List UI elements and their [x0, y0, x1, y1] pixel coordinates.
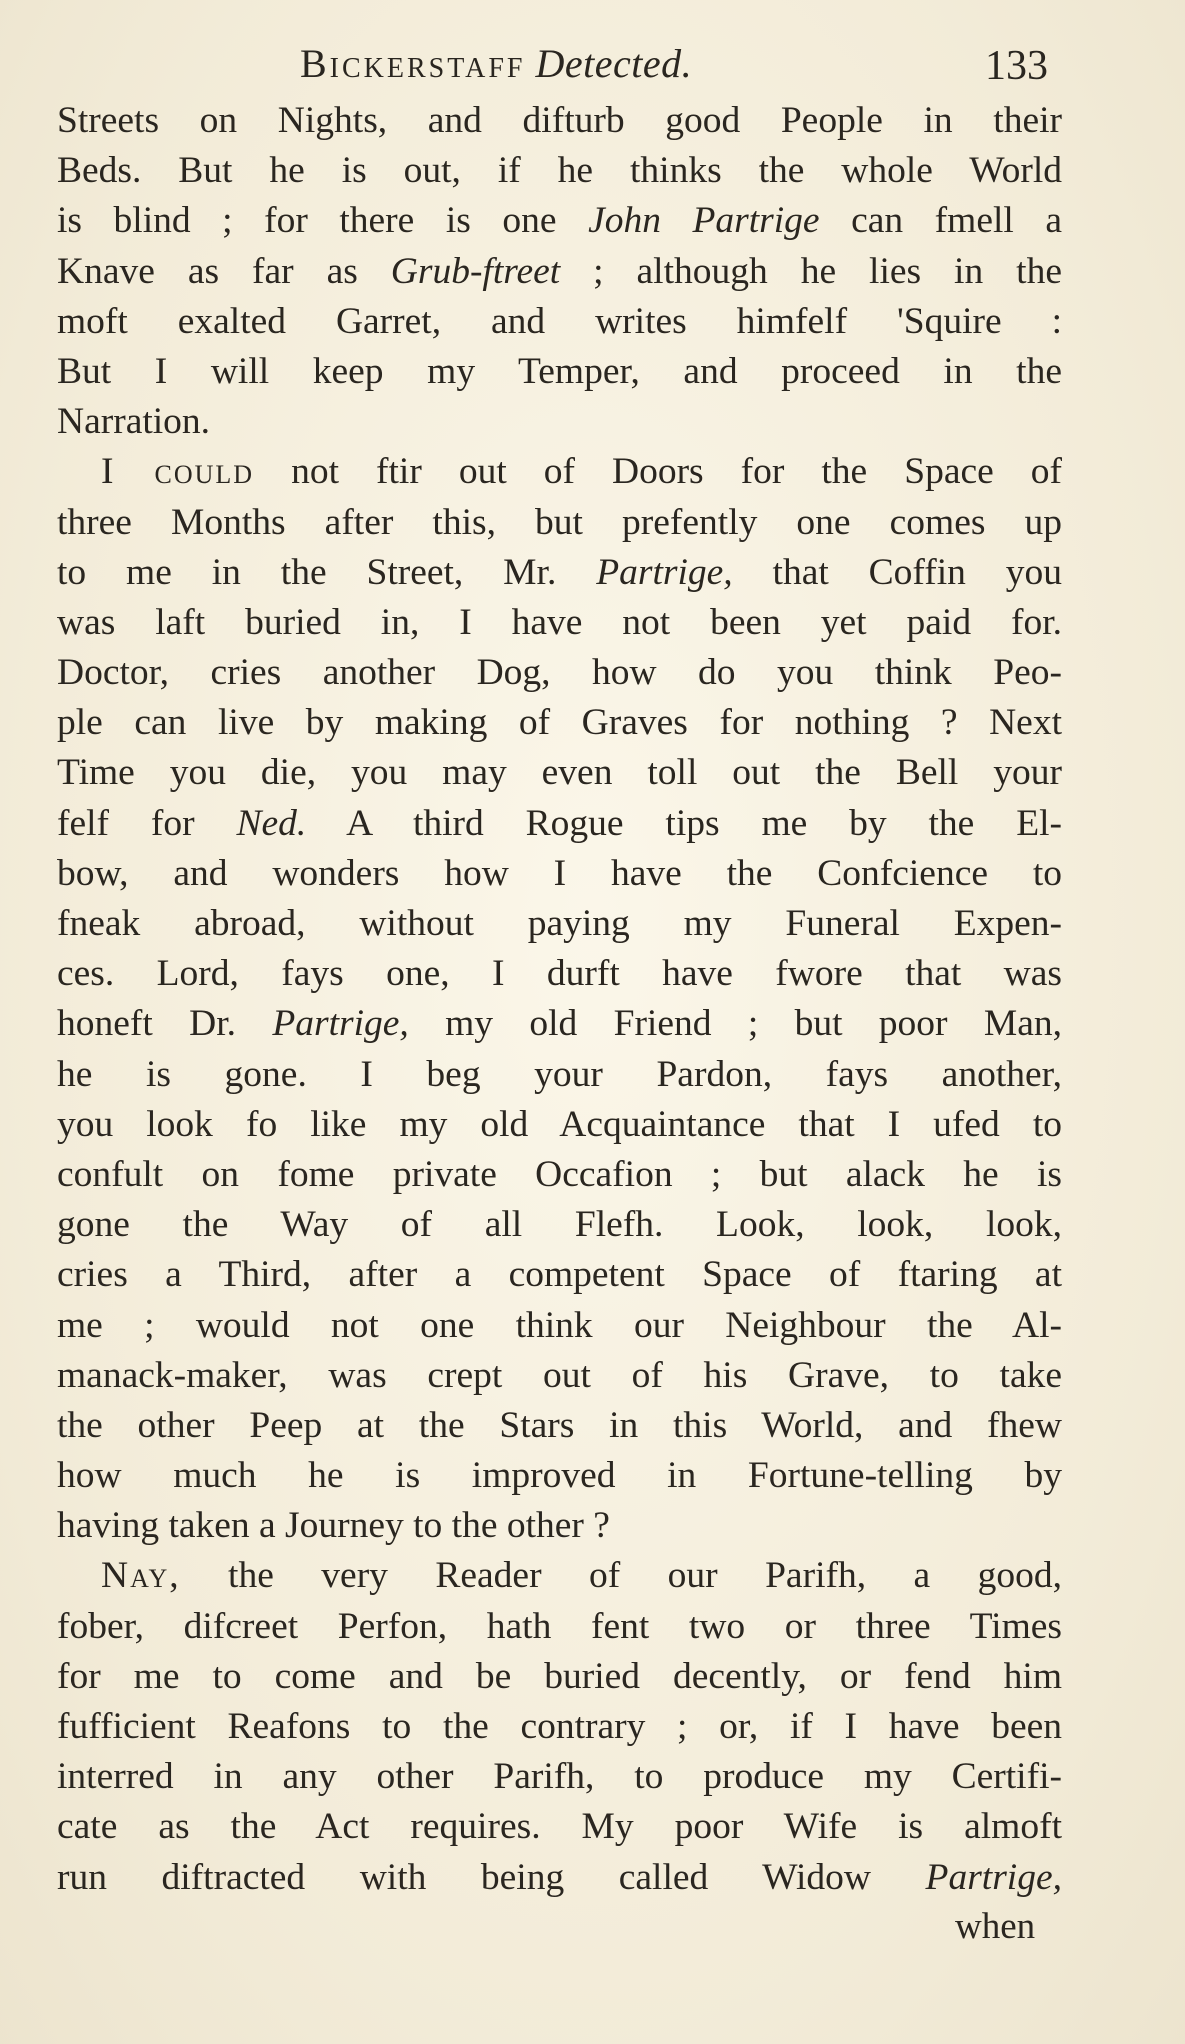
roman-text: Narration. — [57, 401, 211, 443]
text-line — [57, 1853, 1062, 1903]
roman-text: can fmell a — [819, 200, 1062, 242]
roman-text: bow, and wonders how I have the Confcience to — [57, 852, 1062, 894]
text-line — [57, 1702, 1062, 1752]
roman-text: Knave as far as — [57, 250, 391, 292]
text-line — [57, 247, 1062, 297]
text-line — [57, 849, 1062, 899]
text-line — [57, 1401, 1062, 1451]
italic-text: John Partrige — [588, 200, 820, 242]
roman-text: three Months after this, but prefently one comes up — [57, 501, 1062, 543]
running-title-italic: Detected. — [535, 41, 693, 86]
running-head — [0, 40, 1185, 100]
roman-text: Streets on Nights, and difturb good People in their — [57, 100, 1062, 141]
roman-text: was laft buried in, I have not been yet paid for. — [57, 601, 1062, 643]
text-line — [57, 1351, 1062, 1401]
roman-text: not ftir out of Doors for the Space of — [254, 451, 1062, 493]
text-line — [57, 1200, 1062, 1250]
text-line — [57, 648, 1062, 698]
italic-text: Grub-ftreet — [390, 250, 561, 292]
running-title — [300, 40, 692, 87]
text-line — [57, 999, 1062, 1049]
roman-text: ces. Lord, fays one, I durft have fwore that was — [57, 953, 1062, 995]
text-line — [57, 698, 1062, 748]
text-line — [57, 397, 1062, 447]
roman-text: Doctor, cries another Dog, how do you think Peo- — [57, 652, 1062, 694]
running-title-roman: Bickerstaff — [300, 41, 526, 86]
text-line — [57, 899, 1062, 949]
roman-text: me ; would not one think our Neighbour the Al- — [57, 1304, 1062, 1346]
roman-text: that Coffin you — [732, 551, 1062, 593]
roman-text: gone the Way of all Flefh. Look, look, look, — [57, 1204, 1062, 1246]
text-line — [57, 1652, 1062, 1702]
italic-text: Ned. — [236, 802, 307, 844]
roman-text: fufficient Reafons to the contrary ; or, if I have been — [57, 1706, 1062, 1747]
body-text — [57, 96, 1062, 1903]
text-line — [57, 347, 1062, 397]
roman-text: you look fo like my old Acquaintance that I ufed to — [57, 1103, 1062, 1145]
small-caps-opening: Nay, — [101, 1555, 181, 1597]
text-line — [57, 1602, 1062, 1652]
text-line — [57, 1752, 1062, 1802]
text-line — [57, 1150, 1062, 1200]
roman-text: honeft Dr. — [57, 1003, 273, 1045]
roman-text: the other Peep at the Stars in this World, and fhew — [57, 1404, 1062, 1446]
roman-text: A third Rogue tips me by the El- — [306, 802, 1062, 844]
roman-text: cate as the Act requires. My poor Wife is almoft — [57, 1806, 1062, 1848]
roman-text: confult on fome private Occafion ; but alack he is — [57, 1153, 1062, 1195]
text-line — [57, 96, 1062, 146]
text-line — [57, 498, 1062, 548]
roman-text: he is gone. I beg your Pardon, fays another, — [57, 1053, 1062, 1095]
text-line — [57, 1100, 1062, 1150]
roman-text: felf for — [57, 802, 237, 844]
text-line — [57, 1802, 1062, 1852]
text-line — [57, 1050, 1062, 1100]
text-line — [57, 949, 1062, 999]
text-line — [57, 1551, 1062, 1601]
text-line — [57, 548, 1062, 598]
roman-text: ; although he lies in the — [560, 250, 1062, 292]
italic-text: Partrige, — [272, 1003, 409, 1045]
text-line — [57, 1501, 1062, 1551]
text-line — [57, 146, 1062, 196]
roman-text: interred in any other Parifh, to produce my Certifi- — [57, 1756, 1062, 1798]
italic-text: Partrige, — [925, 1856, 1062, 1898]
text-line — [57, 799, 1062, 849]
roman-text: But I will keep my Temper, and proceed in the — [57, 350, 1062, 392]
roman-text: to me in the Street, Mr. — [57, 551, 597, 593]
roman-text: run diftracted with being called Widow — [57, 1856, 926, 1898]
roman-text: the very Reader of our Parifh, a good, — [180, 1555, 1062, 1597]
roman-text: having taken a Journey to the other ? — [57, 1505, 610, 1547]
roman-text: Time you die, you may even toll out the Bell your — [57, 752, 1062, 794]
roman-text: manack-maker, was crept out of his Grave, to take — [57, 1354, 1062, 1396]
text-line — [57, 447, 1062, 497]
text-line — [57, 748, 1062, 798]
roman-text: cries a Third, after a competent Space of ftaring at — [57, 1254, 1062, 1296]
roman-text: moft exalted Garret, and writes himfelf 'Squire : — [57, 300, 1062, 342]
roman-text: fneak abroad, without paying my Funeral Expen- — [57, 903, 1062, 944]
roman-text: for me to come and be buried decently, or fend him — [57, 1655, 1062, 1697]
text-line — [57, 196, 1062, 246]
text-line — [57, 1451, 1062, 1501]
roman-text: fober, difcreet Perfon, hath fent two or three Times — [57, 1605, 1062, 1647]
text-line — [57, 1301, 1062, 1351]
italic-text: Partrige, — [596, 551, 733, 593]
roman-text: my old Friend ; but poor Man, — [408, 1003, 1062, 1045]
text-line — [57, 297, 1062, 347]
roman-text: ple can live by making of Graves for nothing ? Next — [57, 702, 1062, 744]
page-number: 133 — [985, 43, 1048, 89]
catchword: when — [955, 1906, 1036, 1947]
text-line — [57, 598, 1062, 648]
roman-text: how much he is improved in Fortune-telling by — [57, 1455, 1062, 1497]
text-line — [57, 1250, 1062, 1300]
small-caps-opening: I could — [101, 451, 255, 493]
roman-text: is blind ; for there is one — [57, 200, 589, 242]
roman-text: Beds. But he is out, if he thinks the whole World — [57, 150, 1062, 192]
